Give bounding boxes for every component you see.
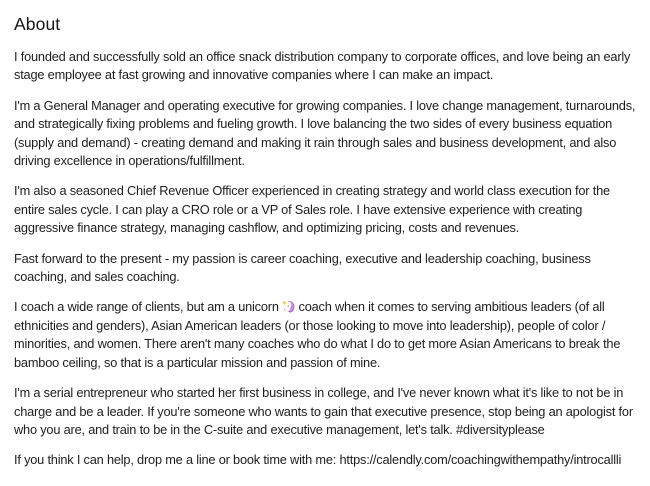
about-paragraph-coaching: Fast forward to the present - my passion is career coaching, executive and leadership coaching, business coaching, and sales coaching. [14,250,591,285]
about-paragraph-founder: I founded and successfully sold an office snack distribution company to corporate offices, and love being an early stage employee at fast growing and innovative companies where I can make an impact. [14,49,631,83]
paragraph-text-before-emoji: I coach a wide range of clients, but am a unicorn [14,299,283,315]
unicorn-emoji [282,300,295,313]
calendly-url: https://calendly.com/coachingwithempathy/introcallli [339,452,622,468]
about-paragraph-cro: I'm also a seasoned Chief Revenue Officer experienced in creating strategy and world class execution for the entire sales cycle. I can play a CRO role or a VP of Sales role. I have extensive experience with creating aggressive finance strategy, managing cashflow, and optimizing pricing, costs and revenues. [14,183,610,236]
about-paragraph-unicorn [14,298,636,372]
about-paragraph-general-manager: I'm a General Manager and operating executive for growing companies. I love change management, turnarounds, and strategically fixing problems and fueling growth. I love balancing the two sides of every business equation (supply and demand) - creating demand and making it rain through sales and business development, and also driving excellence in operations/fulfillment. [14,97,636,169]
contact-text: If you think I can help, drop me a line or book time with me: [14,452,340,468]
unicorn-emoji-graphic [282,300,295,313]
about-paragraph-entrepreneur: I'm a serial entrepreneur who started her first business in college, and I've never known what it's like to not be in charge and be a leader. If you're someone who wants to gain that executive presence, stop being an apologist for who you are, and train to be in the C-suite and executive management, let's talk. #diversityplease [14,385,633,437]
about-section-title: About [14,14,61,34]
paragraph-text-after-emoji: coach when it comes to serving ambitious leaders (of all ethnicities and genders), Asian American leaders (or those looking to move into leadership), people of color / minorities, and women. There aren't many coaches who do what I do to get more Asian Americans to break the bamboo ceiling, so that is a particular mission and passion of mine. [14,299,621,370]
